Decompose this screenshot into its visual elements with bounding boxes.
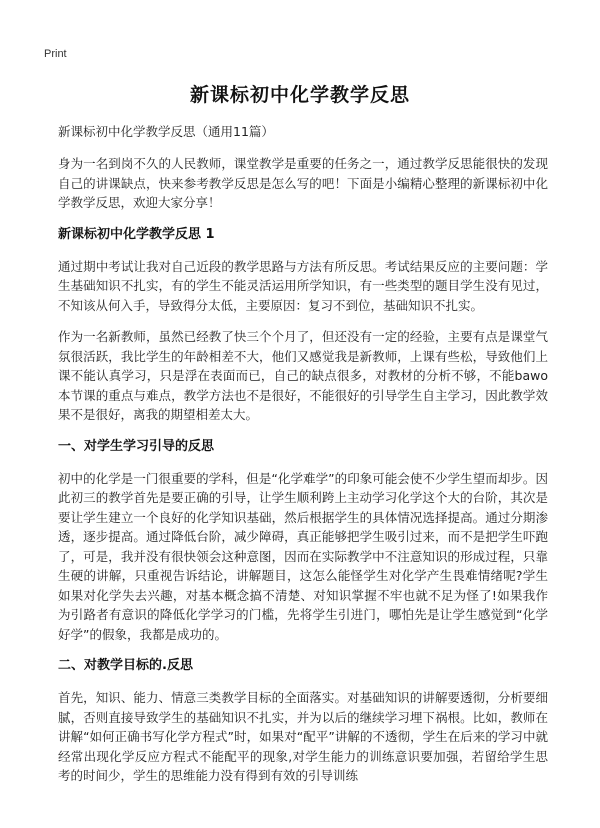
paragraph: 作为一名新教师，虽然已经教了快三个个月了，但还没有一定的经验，主要有点是课堂气氛很活跃，我比学生的年龄相差不大，他们又感觉我是新教师，上课有些松，导致他们上课不能认真学习，只是浮在表面而已，自己的缺点很多，对教材的分析不够，不能bawo本节课的重点与难点，教学方法也不是很好，不能很好的引导学生自主学习，因此教学效果不是很好，离我的期望相差太大。 [58,329,548,422]
paragraph: 通过期中考试让我对自己近段的教学思路与方法有所反思。考试结果反应的主要问题：学生基础知识不扎实，有的学生不能灵活运用所学知识，有一些类型的题目学生没有见过，不知该从何入手，导致得分太低，主要原因：复习不到位，基础知识不扎实。 [58,258,548,313]
article-body [58,122,548,798]
section-heading-1: 新课标初中化学教学反思 1 [58,226,215,242]
page-title: 新课标初中化学教学反思 [189,84,410,106]
print-link[interactable]: Print [44,48,67,60]
paragraph: 首先，知识、能力、情意三类教学目标的全面落实。对基础知识的讲解要透彻，分析要细腻，否则直接导致学生的基础知识不扎实，并为以后的继续学习埋下祸根。比如，教师在讲解“如何正确书写化学方程式”时，如果对“配平”讲解的不透彻，学生在后来的学习中就经常出现化学反应方程式不能配平的现象,对学生能力的训练意识要加强，若留给学生思考的时间少，学生的思维能力没有得到有效的引导训练 [58,690,548,783]
subheading-guidance: 一、对学生学习引导的反思 [58,438,215,454]
intro-paragraph: 身为一名到岗不久的人民教师，课堂教学是重要的任务之一，通过教学反思能很快的发现自己的讲课缺点，快来参考教学反思是怎么写的吧！下面是小编精心整理的新课标初中化学教学反思，欢迎大家分享！ [58,156,548,210]
paragraph: 初中的化学是一门很重要的学科，但是“化学难学”的印象可能会使不少学生望而却步。因此初三的教学首先是要正确的引导，让学生顺利跨上主动学习化学这个大的台阶，其次是要让学生建立一个良好的化学知识基础，然后根据学生的具体情况选择提高。通过分期渗透，逐步提高。通过降低台阶，减少障碍，真正能够把学生吸引过来，而不是把学生吓跑了，可是，我并没有很快领会这种意图，因而在实际教学中不注意知识的形成过程，只靠生硬的讲解，只重视告诉结论，讲解题目，这怎么能怪学生对化学产生畏难情绪呢?学生如果对化学失去兴趣，对基本概念搞不清楚、对知识掌握不牢也就不足为怪了!如果我作为引路者有意识的降低化学学习的门槛，先将学生引进门，哪怕先是让学生感觉到“化学好学”的假象，我都是成功的。 [58,470,548,642]
article-subtitle: 新课标初中化学教学反思（通用11篇） [58,124,274,139]
subheading-objectives: 二、对教学目标的.反思 [58,658,193,673]
